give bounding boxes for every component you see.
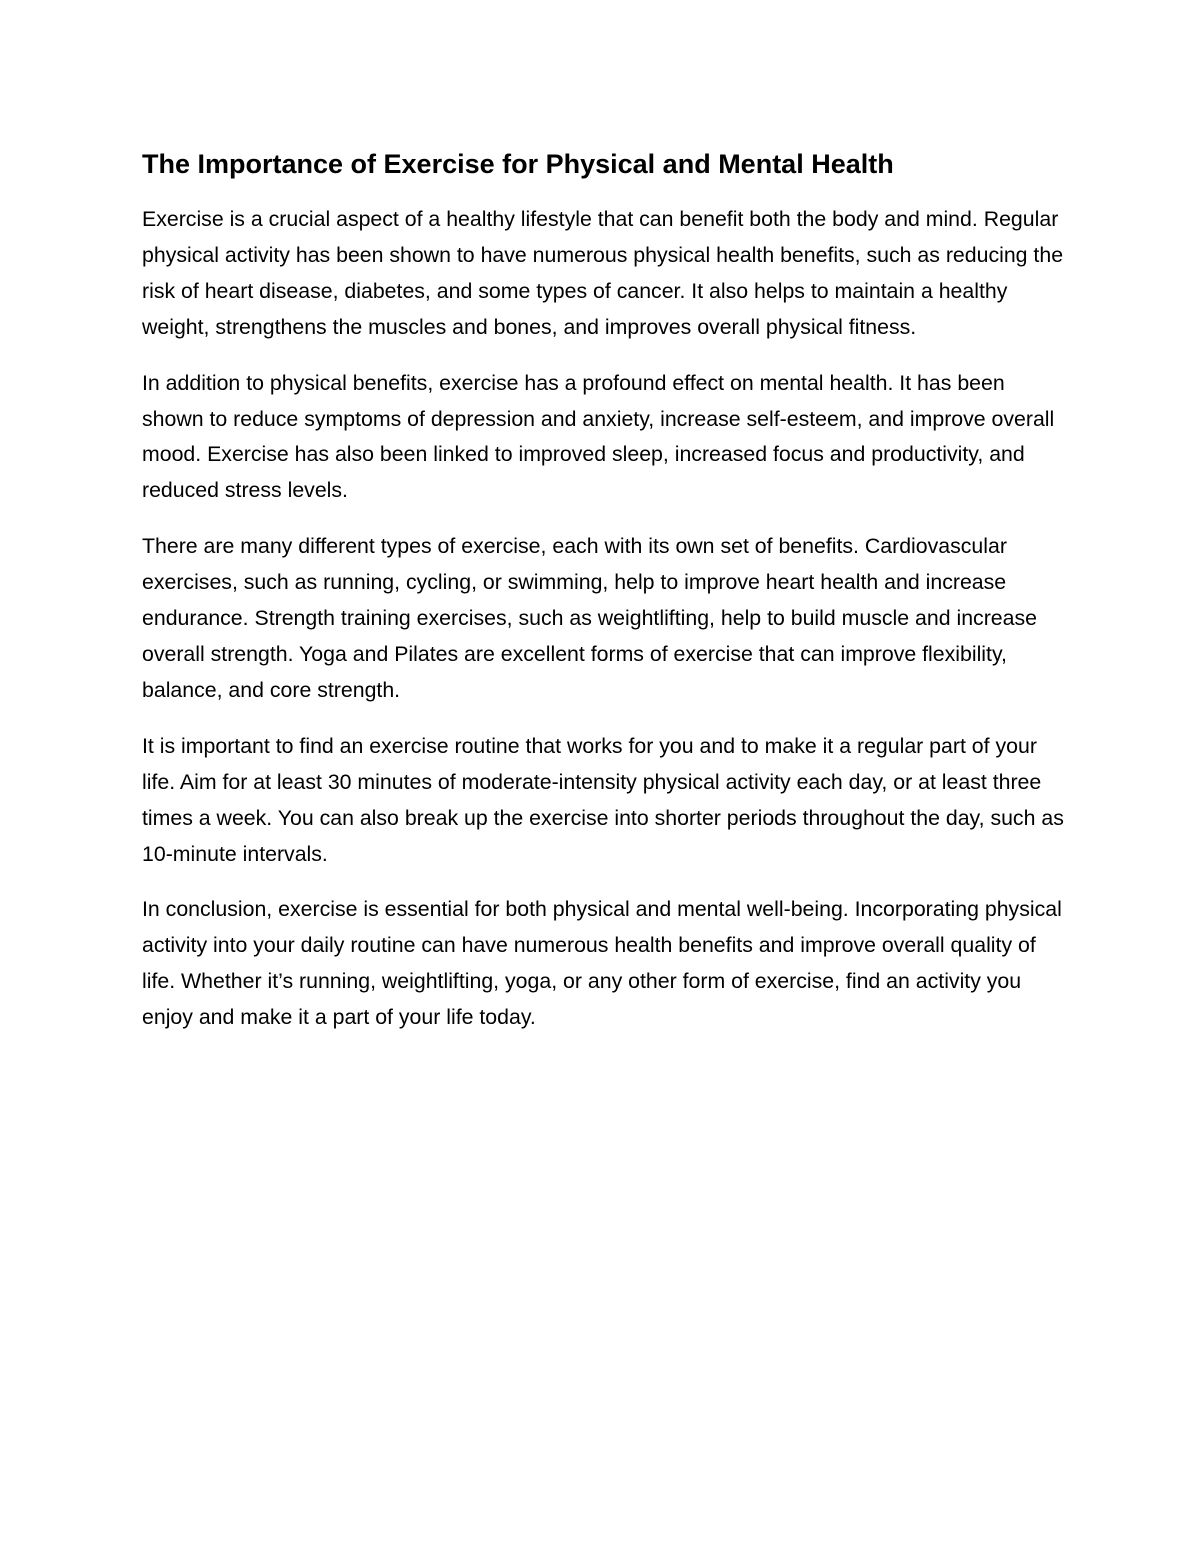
paragraph-intro: Exercise is a crucial aspect of a healthy lifestyle that can benefit both the body and mind. Regular physical activity has been shown to have numerous physical health benefits, such as reducing the risk of heart disease, diabetes, and some types of cancer. It also helps to maintain a healthy weight, strengthens the muscles and bones, and improves overall physical fitness.: [142, 207, 1064, 339]
paragraph-conclusion: In conclusion, exercise is essential for both physical and mental well-being. Incorporating physical activity into your daily routine can have numerous health benefits and improve overall quality of life. Whether it’s running, weightlifting, yoga, or any other form of exercise, find an activity you enjoy and make it a part of your life today.: [142, 897, 1062, 1030]
document-body: [142, 146, 1067, 1056]
paragraph-routine: It is important to find an exercise routine that works for you and to make it a regular part of your life. Aim for at least 30 minutes of moderate-intensity physical activity each day, or at least three times a week. You can also break up the exercise into shorter periods throughout the day, such as 10-minute intervals.: [142, 733, 1064, 866]
document-title: The Importance of Exercise for Physical and Mental Health: [142, 149, 894, 179]
paragraph-exercise-types: There are many different types of exercise, each with its own set of benefits. Cardiovascular exercises, such as running, cycling, or swimming, help to improve heart health and increase endurance. Strength training exercises, such as weightlifting, help to build muscle and increase overall strength. Yoga and Pilates are excellent forms of exercise that can improve flexibility, balance, and core strength.: [142, 534, 1037, 702]
paragraph-mental-health: In addition to physical benefits, exercise has a profound effect on mental health. It has been shown to reduce symptoms of depression and anxiety, increase self-esteem, and improve overall mood. Exercise has also been linked to improved sleep, increased focus and productivity, and reduced stress levels.: [142, 370, 1055, 503]
